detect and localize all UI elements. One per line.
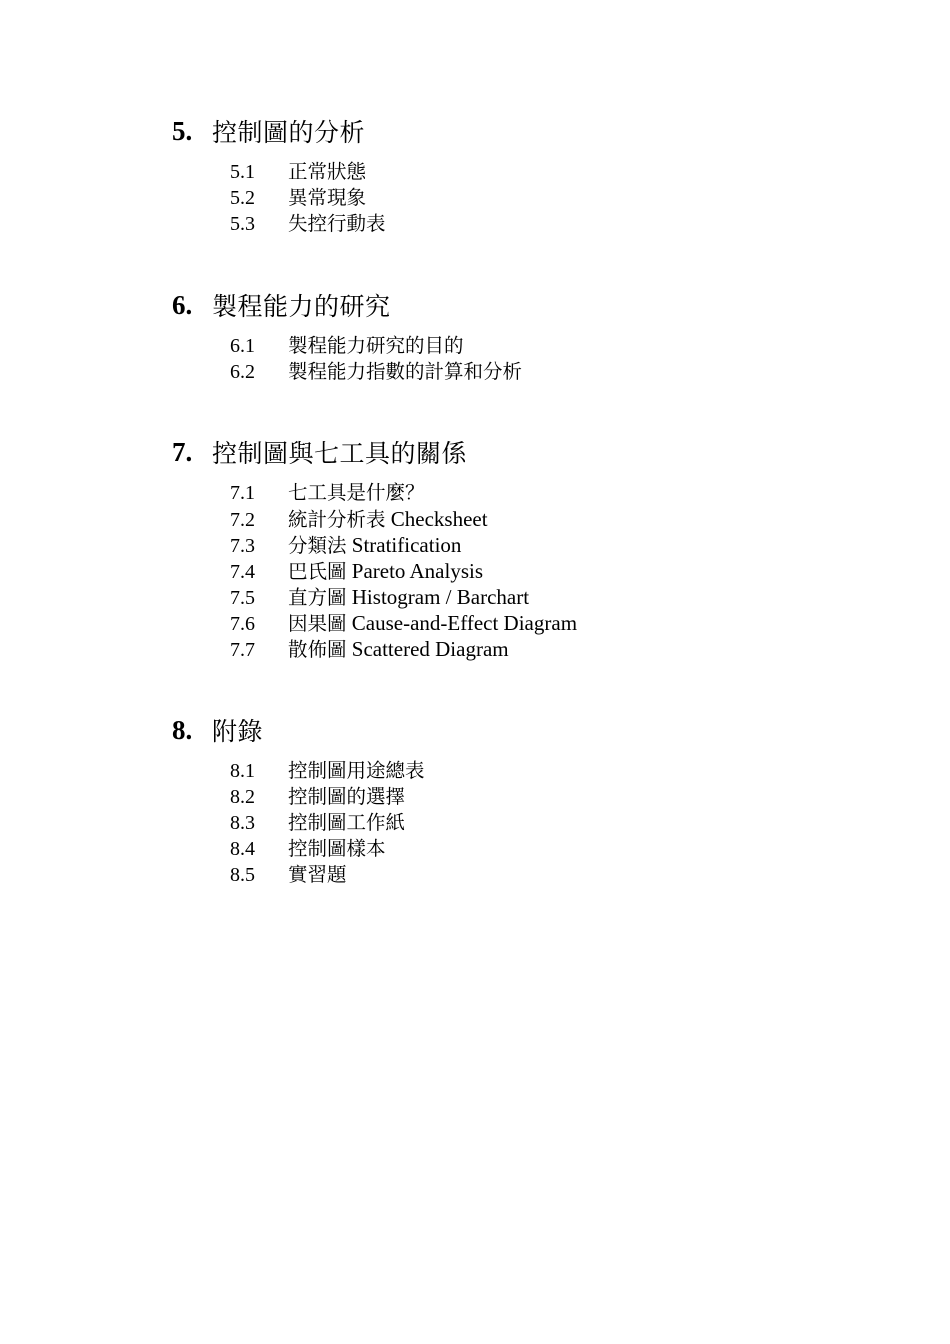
section-items xyxy=(230,480,577,662)
item-title: 正常狀態 xyxy=(288,160,367,183)
list-item xyxy=(230,784,425,810)
item-number: 7.7 xyxy=(230,639,255,661)
item-title: 實習題 xyxy=(288,863,347,886)
section-8 xyxy=(172,710,425,888)
list-item xyxy=(230,506,577,532)
section-6 xyxy=(172,285,522,385)
section-heading xyxy=(172,710,425,750)
item-title: 分類法 xyxy=(288,534,347,557)
item-title: 製程能力研究的目的 xyxy=(288,334,464,357)
section-heading xyxy=(172,285,522,325)
list-item xyxy=(230,185,386,211)
item-english-title: Histogram / Barchart xyxy=(346,585,530,609)
item-title: 巴氏圖 xyxy=(288,560,347,583)
item-number: 5.3 xyxy=(230,213,255,235)
list-item xyxy=(230,810,425,836)
item-number: 6.1 xyxy=(230,335,255,357)
list-item xyxy=(230,159,386,185)
item-english-title: Cause-and-Effect Diagram xyxy=(346,611,578,635)
section-items xyxy=(230,159,386,237)
item-english-title: Scattered Diagram xyxy=(346,637,509,661)
section-title: 製程能力的研究 xyxy=(212,292,391,321)
item-number: 8.5 xyxy=(230,864,255,886)
list-item xyxy=(230,359,522,385)
list-item xyxy=(230,333,522,359)
list-item xyxy=(230,836,425,862)
section-number: 8. xyxy=(172,714,193,745)
item-number: 7.6 xyxy=(230,613,255,635)
list-item xyxy=(230,532,577,558)
item-number: 8.3 xyxy=(230,812,255,834)
list-item xyxy=(230,584,577,610)
section-title: 控制圖與七工具的關係 xyxy=(212,439,468,468)
list-item xyxy=(230,211,386,237)
item-title: 七工具是什麼？ xyxy=(288,481,425,504)
item-title: 控制圖樣本 xyxy=(288,837,386,860)
item-number: 8.1 xyxy=(230,760,255,782)
section-title: 附錄 xyxy=(212,717,264,746)
item-number: 7.4 xyxy=(230,561,255,583)
item-number: 6.2 xyxy=(230,361,255,383)
item-number: 5.2 xyxy=(230,187,255,209)
item-title: 製程能力指數的計算和分析 xyxy=(288,360,523,383)
item-number: 7.3 xyxy=(230,535,255,557)
item-number: 7.2 xyxy=(230,509,255,531)
section-number: 6. xyxy=(172,289,193,320)
item-number: 8.4 xyxy=(230,838,255,860)
item-english-title: Checksheet xyxy=(385,507,488,531)
list-item xyxy=(230,862,425,888)
list-item xyxy=(230,558,577,584)
list-item xyxy=(230,610,577,636)
section-5 xyxy=(172,111,386,237)
item-english-title: Pareto Analysis xyxy=(346,559,484,583)
section-heading xyxy=(172,111,386,151)
item-title: 異常現象 xyxy=(288,186,367,209)
item-title: 統計分析表 xyxy=(288,508,386,531)
item-number: 5.1 xyxy=(230,161,255,183)
item-title: 控制圖工作紙 xyxy=(288,811,406,834)
section-items xyxy=(230,333,522,385)
list-item xyxy=(230,636,577,662)
item-number: 8.2 xyxy=(230,786,255,808)
section-number: 7. xyxy=(172,436,193,467)
section-number: 5. xyxy=(172,115,193,146)
item-number: 7.1 xyxy=(230,482,255,504)
section-7 xyxy=(172,432,577,662)
list-item xyxy=(230,480,577,506)
item-english-title: Stratification xyxy=(346,533,462,557)
section-items xyxy=(230,758,425,888)
section-heading xyxy=(172,432,577,472)
section-title: 控制圖的分析 xyxy=(212,118,366,147)
item-title: 直方圖 xyxy=(288,586,347,609)
item-title: 失控行動表 xyxy=(288,212,386,235)
item-title: 因果圖 xyxy=(288,612,347,635)
list-item xyxy=(230,758,425,784)
item-title: 控制圖用途總表 xyxy=(288,759,425,782)
item-title: 散佈圖 xyxy=(288,638,347,661)
item-number: 7.5 xyxy=(230,587,255,609)
item-title: 控制圖的選擇 xyxy=(288,785,406,808)
